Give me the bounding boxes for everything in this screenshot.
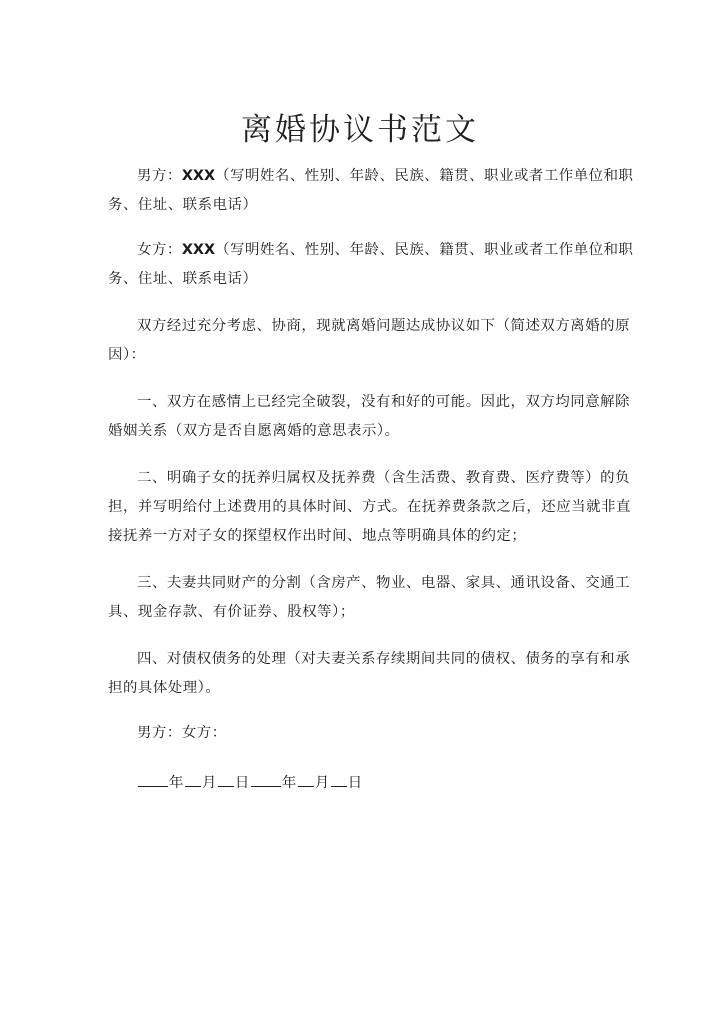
party-female-line-1: [137, 240, 647, 260]
date-line: [137, 772, 647, 793]
party-male-line-1: [137, 166, 647, 186]
party-male-line-2: 务、住址、联系电话）: [108, 197, 258, 213]
male-month-blank[interactable]: [185, 772, 201, 787]
intro-line-2: 因）：: [108, 347, 146, 363]
party-female-line-2: 务、住址、联系电话）: [108, 271, 258, 287]
party-male-description: （写明姓名、性别、年龄、民族、籍贯、职业或者工作单位和职: [215, 168, 634, 184]
female-day-label: 日: [347, 775, 363, 791]
female-year-label: 年: [281, 775, 297, 791]
clause-3-line-2: 具、现金存款、有价证券、股权等）；: [108, 604, 355, 620]
clause-4-line-2: 担的具体处理）。: [108, 680, 221, 696]
clause-2-line-3: 接抚养一方对子女的探望权作出时间、地点等明确具体的约定；: [108, 528, 527, 544]
clause-1-line-1: 一、双方在感情上已经完全破裂，没有和好的可能。因此，双方均同意解除: [137, 394, 631, 410]
male-month-label: 月: [201, 775, 217, 791]
party-female-name-placeholder: XXX: [181, 242, 216, 258]
female-month-label: 月: [314, 775, 330, 791]
male-year-blank[interactable]: [138, 772, 168, 787]
party-male-label: 男方：: [137, 168, 182, 184]
party-male-name-placeholder: XXX: [181, 168, 216, 184]
party-female-description: （写明姓名、性别、年龄、民族、籍贯、职业或者工作单位和职: [215, 242, 634, 258]
male-day-blank[interactable]: [218, 772, 234, 787]
signature-line: 男方：女方：: [137, 725, 227, 741]
clause-1-line-2: 婚姻关系（双方是否自愿离婚的意思表示）。: [108, 423, 400, 439]
female-day-blank[interactable]: [331, 772, 347, 787]
clause-2-line-1: 二、明确子女的抚养归属权及抚养费（含生活费、教育费、医疗费等）的负: [137, 470, 631, 486]
clause-3-line-1: 三、夫妻共同财产的分割（含房产、物业、电器、家具、通讯设备、交通工: [137, 575, 631, 591]
male-day-label: 日: [234, 775, 250, 791]
clause-4-line-1: 四、对债权债务的处理（对夫妻关系存续期间共同的债权、债务的享有和承: [137, 651, 631, 667]
party-female-label: 女方：: [137, 242, 182, 258]
female-year-blank[interactable]: [251, 772, 281, 787]
clause-2-line-2: 担，并写明给付上述费用的具体时间、方式。在抚养费条款之后，还应当就非直: [108, 499, 631, 515]
male-year-label: 年: [169, 775, 184, 791]
female-month-blank[interactable]: [298, 772, 314, 787]
document-title: 离婚协议书范文: [241, 112, 479, 148]
intro-line-1: 双方经过充分考虑、协商，现就离婚问题达成协议如下（简述双方离婚的原: [137, 318, 631, 334]
